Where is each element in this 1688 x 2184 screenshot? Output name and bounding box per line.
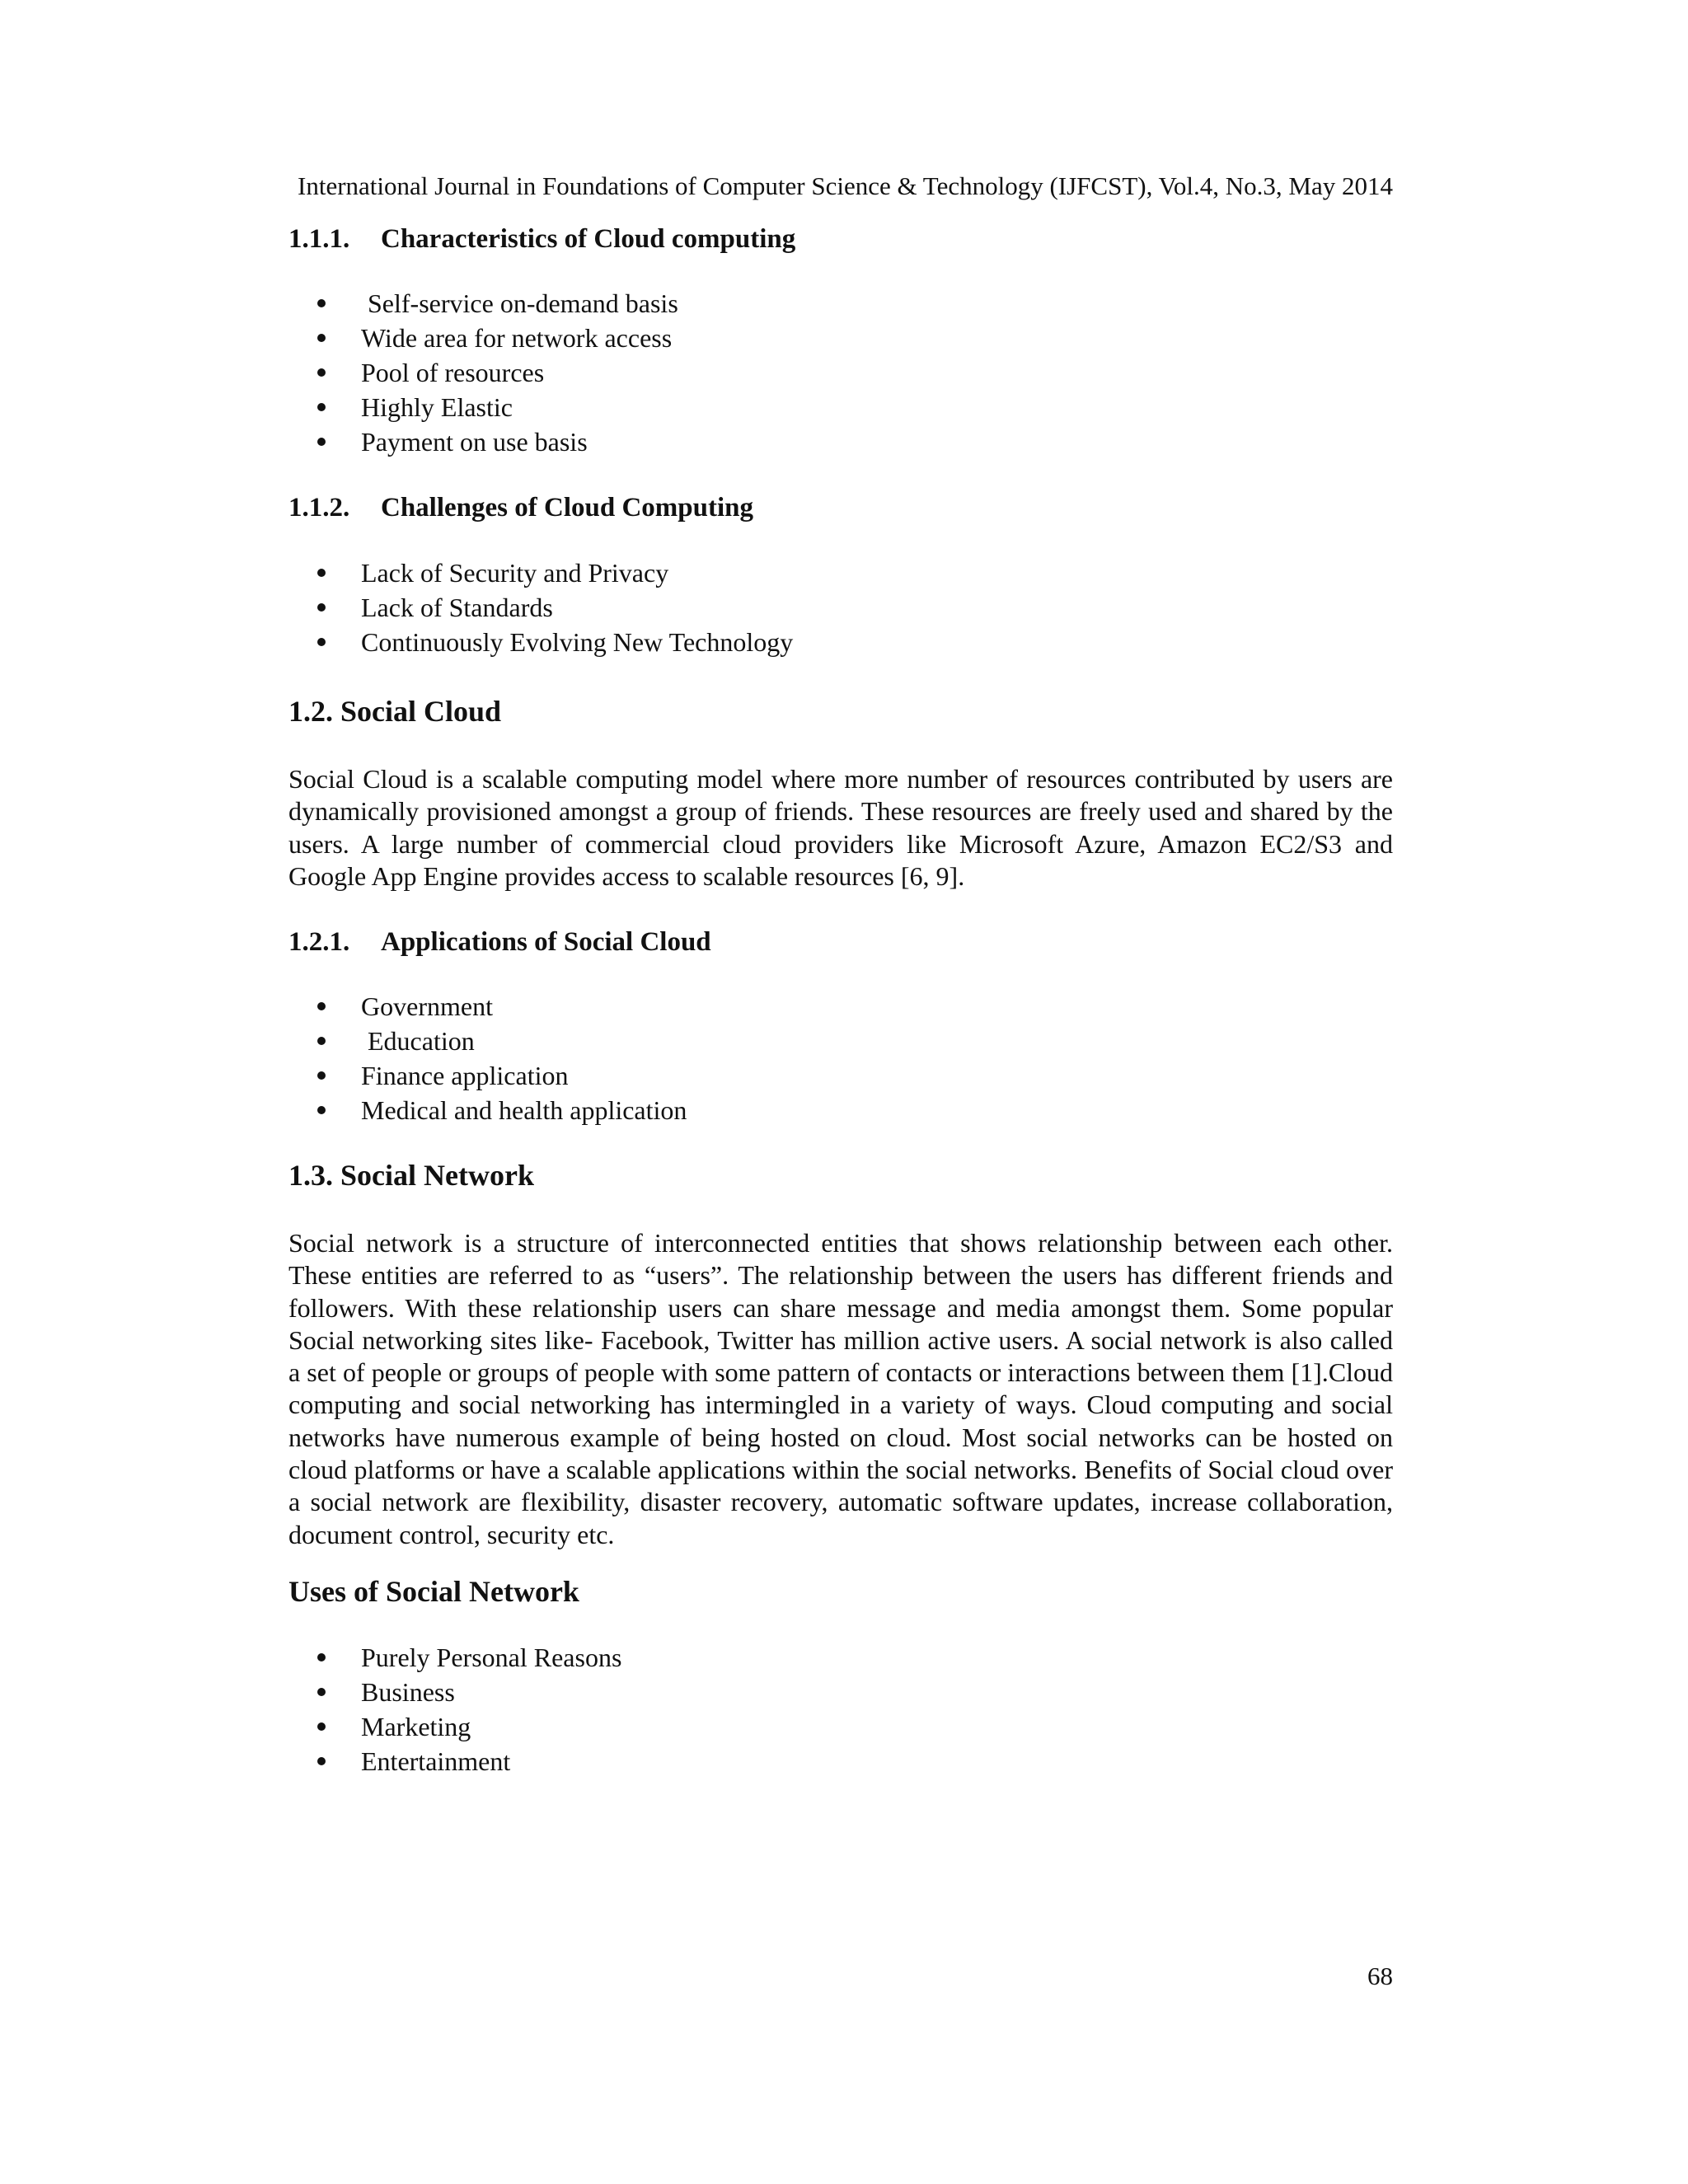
applications-list	[288, 989, 687, 1127]
bullet-icon	[317, 438, 326, 446]
list-item-text: Marketing	[361, 1712, 471, 1741]
bullet-icon	[317, 334, 326, 342]
list-item	[288, 424, 678, 459]
heading-challenges	[288, 493, 753, 523]
list-item-text: Lack of Standards	[361, 593, 553, 622]
heading-social-cloud: 1.2. Social Cloud	[288, 695, 502, 728]
list-item-text: Purely Personal Reasons	[361, 1643, 622, 1672]
list-item	[288, 390, 678, 424]
list-item-text: Highly Elastic	[361, 392, 513, 422]
list-item	[288, 1093, 687, 1127]
page-number: 68	[1367, 1961, 1393, 1990]
running-header: International Journal in Foundations of Computer Science & Technology (IJFCST), Vol.4, No.3, May 2014	[298, 171, 1393, 200]
list-item	[288, 625, 793, 659]
section-title: Applications of Social Cloud	[381, 927, 711, 957]
list-item-text: Education	[361, 1026, 475, 1056]
bullet-icon	[317, 299, 326, 307]
list-item	[288, 286, 678, 321]
list-item	[288, 1640, 621, 1675]
uses-list	[288, 1640, 621, 1779]
list-item	[288, 1744, 621, 1779]
characteristics-list	[288, 286, 678, 459]
list-item-text: Finance application	[361, 1061, 569, 1090]
bullet-icon	[317, 368, 326, 377]
bullet-icon	[317, 1688, 326, 1696]
heading-applications	[288, 927, 711, 958]
bullet-icon	[317, 1757, 326, 1765]
list-item	[288, 355, 678, 390]
bullet-icon	[317, 1106, 326, 1114]
bullet-icon	[317, 569, 326, 577]
list-item-text: Continuously Evolving New Technology	[361, 627, 794, 657]
section-number: 1.1.2.	[288, 493, 350, 523]
list-item-text: Government	[361, 991, 493, 1021]
section-title: Challenges of Cloud Computing	[381, 493, 753, 523]
heading-uses-of-social-network: Uses of Social Network	[288, 1575, 579, 1608]
bullet-icon	[317, 1722, 326, 1731]
social-cloud-paragraph: Social Cloud is a scalable computing model where more number of resources contributed by users are dynamically provisioned amongst a group of friends. These resources are freely used and shared by the users. A large number of commercial cloud providers like Microsoft Azure, Amazon EC2/S3 and Google App Engine provides access to scalable resources [6, 9].	[288, 764, 1393, 891]
bullet-icon	[317, 638, 326, 646]
list-item	[288, 555, 793, 590]
list-item-text: Business	[361, 1677, 455, 1707]
list-item-text: Self-service on-demand basis	[361, 288, 678, 318]
bullet-icon	[317, 1002, 326, 1010]
list-item	[288, 1709, 621, 1744]
bullet-icon	[317, 1037, 326, 1045]
list-item	[288, 989, 687, 1024]
bullet-icon	[317, 1653, 326, 1661]
list-item	[288, 1024, 687, 1058]
section-number: 1.2.1.	[288, 927, 350, 957]
heading-characteristics	[288, 224, 795, 255]
list-item-text: Pool of resources	[361, 358, 545, 387]
bullet-icon	[317, 403, 326, 411]
heading-social-network: 1.3. Social Network	[288, 1159, 534, 1192]
list-item-text: Medical and health application	[361, 1095, 687, 1125]
list-item-text: Lack of Security and Privacy	[361, 558, 669, 588]
list-item	[288, 590, 793, 625]
list-item	[288, 321, 678, 355]
list-item-text: Wide area for network access	[361, 323, 673, 353]
paper-page	[288, 0, 1393, 2184]
bullet-icon	[317, 603, 326, 612]
list-item-text: Entertainment	[361, 1746, 511, 1776]
list-item-text: Payment on use basis	[361, 427, 588, 457]
list-item	[288, 1058, 687, 1093]
bullet-icon	[317, 1071, 326, 1080]
social-network-paragraph: Social network is a structure of interconnected entities that shows relationship between each other. These entities are referred to as “users”. The relationship between the users has different friends and followers. With these relationship users can share message and media amongst them. Some popular Social networking sites like- Facebook, Twitter has million active users. A social network is also called a set of people or groups of people with some pattern of contacts or interactions between them [1].Cloud computing and social networking has intermingled in a variety of ways. Cloud computing and social networks have numerous example of being hosted on cloud. Most social networks can be hosted on cloud platforms or have a scalable applications within the social networks. Benefits of Social cloud over a social network are flexibility, disaster recovery, automatic software updates, increase collaboration, document control, security etc.	[288, 1228, 1393, 1549]
section-title: Characteristics of Cloud computing	[381, 224, 796, 254]
challenges-list	[288, 555, 793, 659]
section-number: 1.1.1.	[288, 224, 350, 254]
list-item	[288, 1675, 621, 1709]
